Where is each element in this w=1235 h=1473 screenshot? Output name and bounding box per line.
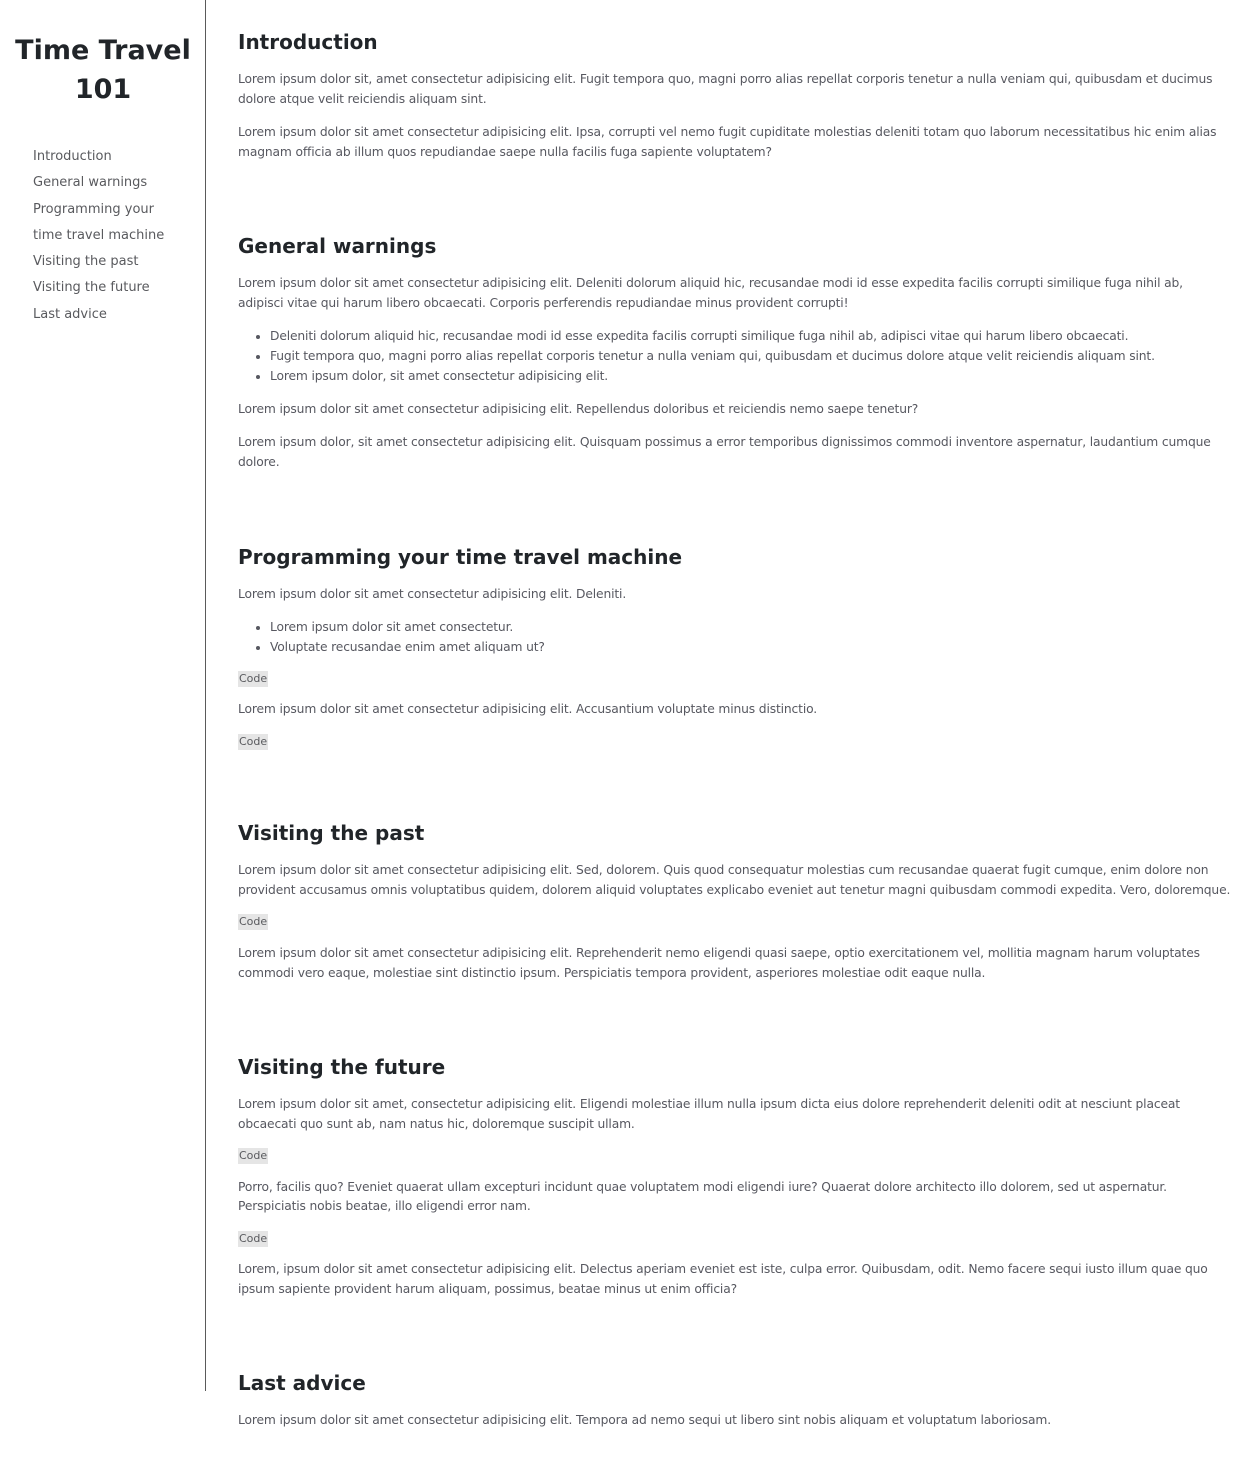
paragraph: Lorem ipsum dolor sit amet consectetur adipisicing elit. Deleniti.: [238, 586, 627, 601]
code-snippet: Code: [239, 671, 268, 685]
code-snippet: Code: [239, 1149, 268, 1163]
paragraph: Lorem ipsum dolor sit amet consectetur adipisicing elit. Sed, dolorem. Quis quod consequatur molestias cum recusandae quaerat fugit cumque, enim dolore non provident accusamus omnis voluptatibus quidem, dolorem aliquid voluptates explicabo eveniet aut tenetur magni quibusdam commodi expedita. Vero, doloremque.: [238, 863, 1231, 898]
paragraph: Lorem ipsum dolor sit amet, consectetur adipisicing elit. Eligendi molestiae illum nulla ipsum dicta eius dolore reprehenderit deleniti odit at nesciunt placeat obcaecati quo sunt ab, nam natus hic, doloremque suscipit ullam.: [238, 1096, 1180, 1131]
nav-link-visiting-past[interactable]: Visiting the past: [33, 254, 139, 270]
list-item: • Deleniti dolorum aliquid hic, recusandae modi id esse expedita facilis corrupti similique fuga nihil ab, adipisci vitae qui harum libero obcaecati.: [270, 327, 1231, 347]
nav-links: [0, 144, 205, 328]
paragraph: Lorem, ipsum dolor sit amet consectetur adipisicing elit. Delectus aperiam eveniet est iste, culpa error. Quibusdam, odit. Nemo facere sequi iusto illum quae quo ipsum sapiente provident harum aliquam, possimus, beatae minus ut enim officia?: [238, 1262, 1208, 1296]
list-item: • Fugit tempora quo, magni porro alias repellat corporis tenetur a nulla veniam qui, quibusdam et ducimus dolore atque velit reiciendis aliquam sint.: [270, 347, 1231, 367]
list-item: • Lorem ipsum dolor, sit amet consectetur adipisicing elit.: [270, 367, 1231, 387]
list-item: • Lorem ipsum dolor sit amet consectetur.: [270, 618, 1231, 638]
paragraph: Lorem ipsum dolor sit amet consectetur adipisicing elit. Reprehenderit nemo eligendi quasi saepe, optio exercitationem vel, mollitia magnam harum voluptates commodi vero eaque, molestiae sint distinctio ipsum. Perspiciatis tempora provident, asperiores molestiae odit eaque nulla.: [238, 945, 1200, 980]
section-programming: [238, 515, 1231, 792]
navbar-title: Time Travel 101: [15, 35, 191, 105]
paragraph: Lorem ipsum dolor sit amet consectetur adipisicing elit. Ipsa, corrupti vel nemo fugit cupiditate molestias deleniti totam quo laborum necessitatibus hic enim alias magnam officia ab illum quos repudiandae saepe nulla facilis fuga sapiente voluptatem?: [238, 125, 1217, 159]
paragraph: Lorem ipsum dolor sit amet consectetur adipisicing elit. Accusantium voluptate minus distinctio.: [238, 702, 818, 717]
nav-link-visiting-future[interactable]: Visiting the future: [33, 280, 150, 296]
section-title: Programming your time travel machine: [238, 544, 683, 569]
paragraph: Lorem ipsum dolor, sit amet consectetur adipisicing elit. Quisquam possimus a error temporibus dignissimos commodi inventore aspernatur, laudantium cumque dolore.: [238, 435, 1211, 470]
paragraph: Lorem ipsum dolor sit, amet consectetur adipisicing elit. Fugit tempora quo, magni porro alias repellat corporis tenetur a nulla veniam qui, quibusdam et ducimus dolore atque velit reiciendis aliquam sint.: [238, 72, 1213, 106]
section-general-warnings: [238, 204, 1231, 514]
paragraph: Lorem ipsum dolor sit amet consectetur adipisicing elit. Repellendus doloribus et reiciendis nemo saepe tenetur?: [238, 402, 919, 417]
nav-link-general-warnings[interactable]: General warnings: [33, 175, 148, 191]
section-introduction: [238, 0, 1231, 204]
nav-link-introduction[interactable]: Introduction: [33, 149, 112, 164]
list-item: • Voluptate recusandae enim amet aliquam ut?: [270, 638, 1231, 658]
section-last-advice: [238, 1341, 1231, 1472]
section-title: General warnings: [238, 234, 437, 259]
section-title: Last advice: [238, 1371, 366, 1396]
navbar: [0, 0, 206, 1391]
section-visiting-future: [238, 1025, 1231, 1341]
nav-link-last-advice[interactable]: Last advice: [33, 306, 107, 322]
section-title: Visiting the past: [238, 821, 425, 846]
bullet-list: [238, 327, 1231, 386]
paragraph: Lorem ipsum dolor sit amet consectetur adipisicing elit. Tempora ad nemo sequi ut libero sint nobis aliquam et voluptatum laboriosam.: [238, 1413, 1051, 1428]
paragraph: Porro, facilis quo? Eveniet quaerat ullam excepturi incidunt quae voluptatem modi eligendi iure? Quaerat dolore architecto illo dolorem, sed ut aspernatur. Perspiciatis nobis beatae, illo eligendi error nam.: [238, 1179, 1167, 1214]
bullet-list: [238, 618, 1231, 658]
section-title: Visiting the future: [238, 1054, 446, 1079]
code-snippet: Code: [239, 1231, 268, 1245]
section-title: Introduction: [238, 30, 378, 54]
nav-link-programming[interactable]: Programming your time travel machine: [33, 201, 165, 243]
code-snippet: Code: [239, 734, 268, 748]
section-visiting-past: [238, 791, 1231, 1025]
code-snippet: Code: [239, 915, 268, 929]
paragraph: Lorem ipsum dolor sit amet consectetur adipisicing elit. Deleniti dolorum aliquid hic, recusandae modi id esse expedita facilis corrupti similique fuga nihil ab, adipisci vitae qui harum libero obcaecati. Corporis perferendis repudiandae minus provident corrupti!: [238, 276, 1183, 310]
main-doc: [238, 0, 1231, 1473]
